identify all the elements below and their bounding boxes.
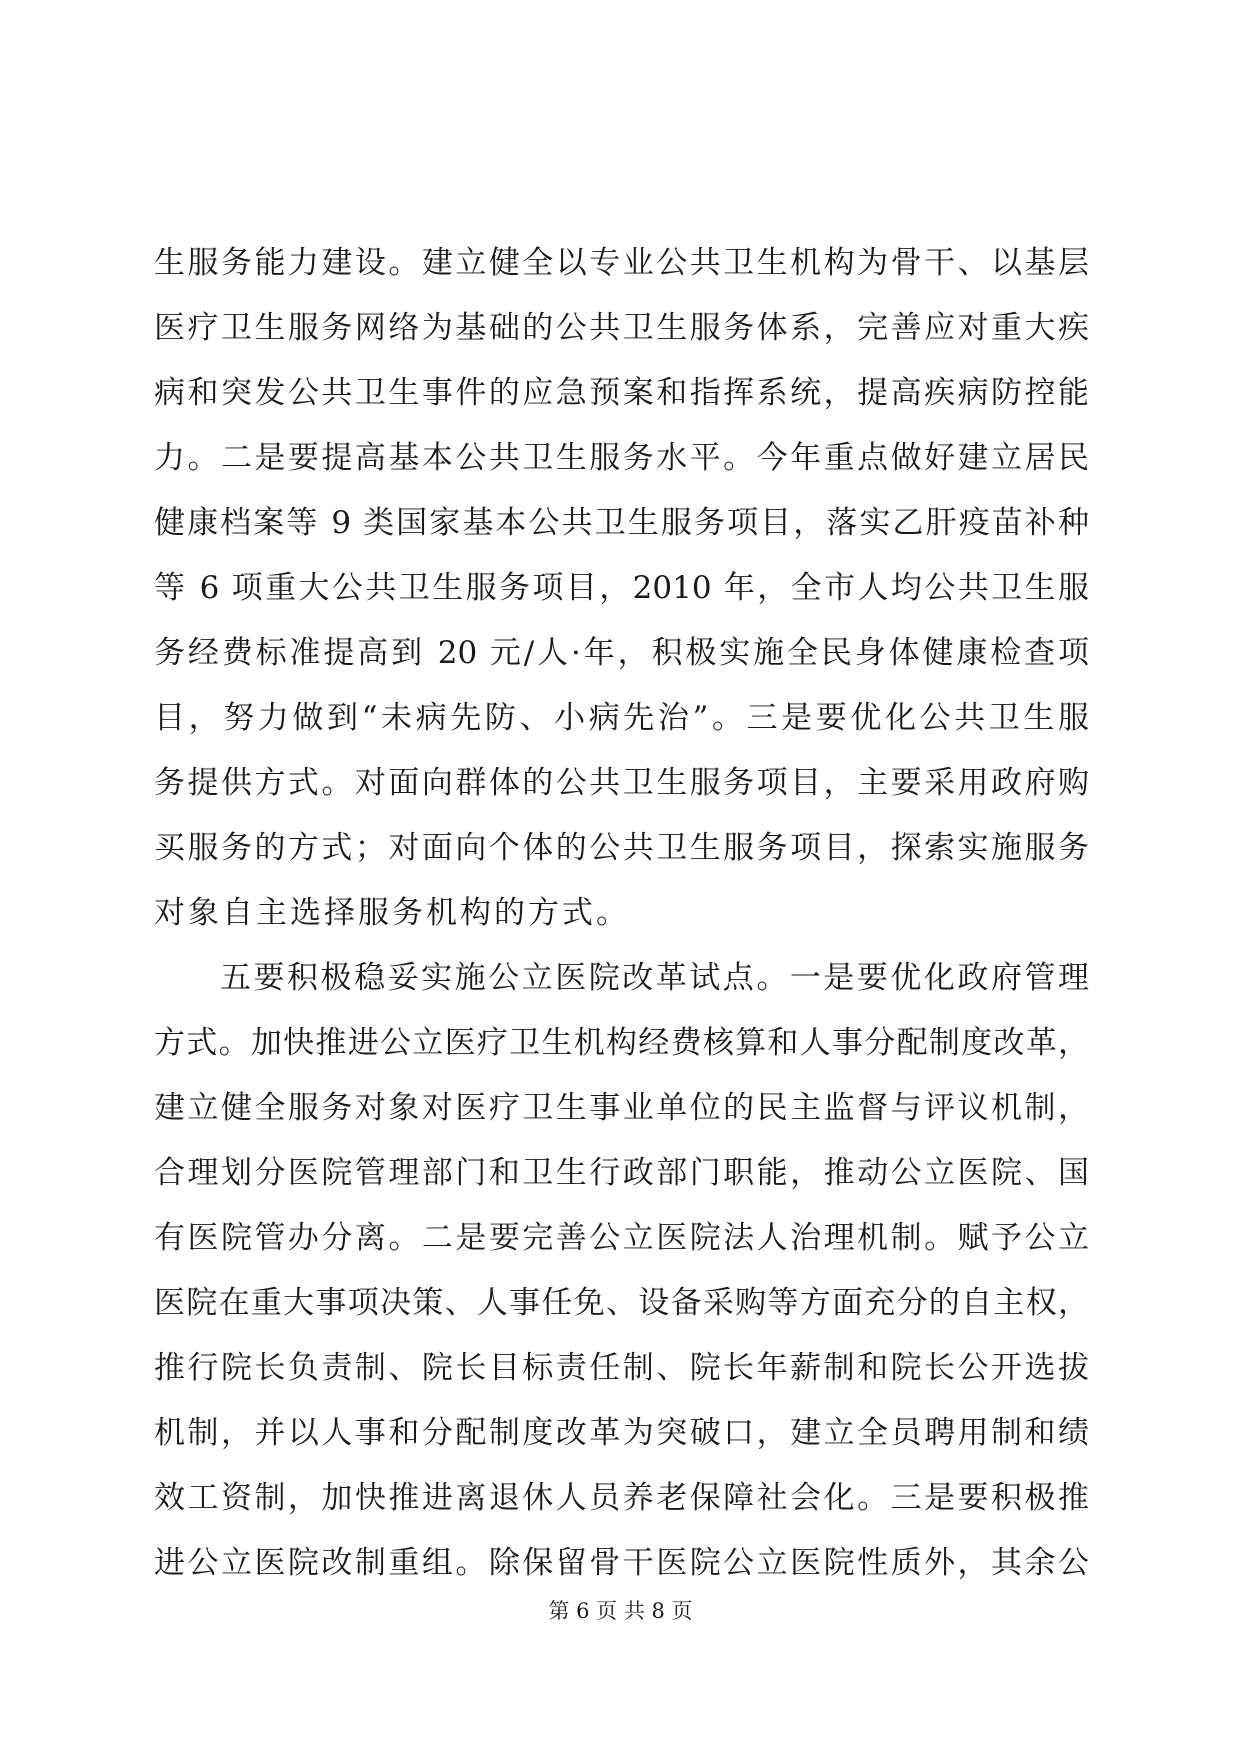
- text-line: 推行院长负责制、院长目标责任制、院长年薪制和院长公开选拔: [154, 1350, 1089, 1386]
- text-line: 机制，并以人事和分配制度改革为突破口，建立全员聘用制和绩: [154, 1415, 1089, 1451]
- paragraph-hospital-reform: [154, 946, 1089, 1596]
- text-line: 进公立医院改制重组。除保留骨干医院公立医院性质外，其余公: [154, 1545, 1089, 1581]
- text-line: 医院在重大事项决策、人事任免、设备采购等方面充分的自主权，: [154, 1285, 1089, 1321]
- text-line: 力。二是要提高基本公共卫生服务水平。今年重点做好建立居民: [154, 440, 1089, 476]
- text-line: 效工资制，加快推进离退休人员养老保障社会化。三是要积极推: [154, 1480, 1089, 1516]
- text-line: 健康档案等 9 类国家基本公共卫生服务项目，落实乙肝疫苗补种: [154, 505, 1089, 541]
- text-line: 生服务能力建设。建立健全以专业公共卫生机构为骨干、以基层: [154, 245, 1089, 281]
- text-line: 目，努力做到“未病先防、小病先治”。三是要优化公共卫生服: [154, 700, 1089, 736]
- text-line: 五要积极稳妥实施公立医院改革试点。一是要优化政府管理: [220, 960, 1089, 996]
- text-line: 等 6 项重大公共卫生服务项目，2010 年，全市人均公共卫生服: [154, 570, 1089, 606]
- text-line: 建立健全服务对象对医疗卫生事业单位的民主监督与评议机制，: [154, 1090, 1089, 1126]
- paragraph-public-health: [154, 231, 1089, 946]
- text-line: 有医院管办分离。二是要完善公立医院法人治理机制。赋予公立: [154, 1220, 1089, 1256]
- text-line: 病和突发公共卫生事件的应急预案和指挥系统，提高疾病防控能: [154, 375, 1089, 411]
- text-line: 务提供方式。对面向群体的公共卫生服务项目，主要采用政府购: [154, 765, 1089, 801]
- text-line: 方式。加快推进公立医疗卫生机构经费核算和人事分配制度改革，: [154, 1025, 1089, 1061]
- document-body: [154, 231, 1089, 1596]
- text-line: 对象自主选择服务机构的方式。: [154, 895, 630, 931]
- text-line: 医疗卫生服务网络为基础的公共卫生服务体系，完善应对重大疾: [154, 310, 1089, 346]
- text-line: 买服务的方式；对面向个体的公共卫生服务项目，探索实施服务: [154, 830, 1089, 866]
- text-line: 合理划分医院管理部门和卫生行政部门职能，推动公立医院、国: [154, 1155, 1089, 1191]
- text-line: 务经费标准提高到 20 元/人·年，积极实施全民身体健康检查项: [154, 635, 1089, 671]
- page-number-footer: 第 6 页 共 8 页: [548, 1599, 693, 1623]
